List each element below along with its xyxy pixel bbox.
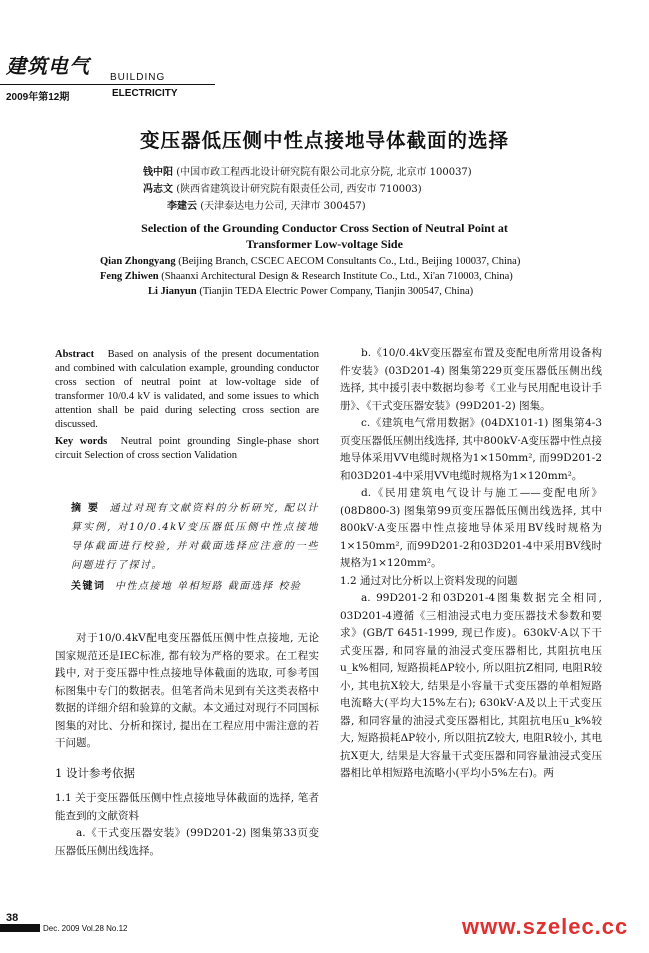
author-cn-3: 李建云 (天津泰达电力公司, 天津市 300457) bbox=[167, 201, 366, 212]
section-1-1-heading: 1.1 关于变压器低压侧中性点接地导体截面的选择, 笔者能查到的文献资料 bbox=[55, 792, 319, 822]
author-en-2: Feng Zhiwen (Shaanxi Architectural Design & Research Institute Co., Ltd., Xi'an 710003, China) bbox=[100, 271, 513, 282]
item-d: d.《民用建筑电气设计与施工——变配电所》(08D800-3) 图集第99页变压器低压侧出线选择, 其中800kV·A变压器中性点接地导体采用BV线时规格为1×150mm², 而99D201-2和03D201-4中采用BV线时规格为1×120mm²。 bbox=[340, 487, 602, 569]
item-b: b.《10/0.4kV变压器室布置及变配电所常用设备构件安装》(03D201-4) 图集第229页变压器低压侧出线选择, 其中援引表中数据均参考《工业与民用配电设计手册》、《干式变压器安装》(99D201-2) 图集。 bbox=[340, 347, 602, 412]
abstract-en: Abstract Based on analysis of the present documentation and combined with calculation example, grounding conductor cross section of neutral point at low-voltage side of transformer 10/0.4 kV is validated, and some issues to which attention shall be paid during selecting cross section are discussed. bbox=[55, 349, 319, 430]
paper-title-en-line2: Transformer Low-voltage Side bbox=[246, 237, 403, 251]
item-c: c.《建筑电气常用数据》(04DX101-1) 图集第4-3页变压器低压侧出线选择, 其中800kV·A变压器中性点接地导体采用VV电缆时规格为1×150mm², 而99D201-2和03D201-4中采用VV电缆时规格为1×120mm²。 bbox=[340, 417, 602, 482]
section-1-2-heading: 1.2 通过对比分析以上资料发现的问题 bbox=[340, 574, 518, 587]
item-a: a.《干式变压器安装》(99D201-2) 图集第33页变压器低压侧出线选择。 bbox=[55, 827, 319, 857]
journal-logo: 建筑电气 bbox=[6, 54, 90, 78]
paper-title-en-line1: Selection of the Grounding Conductor Cross Section of Neutral Point at bbox=[141, 221, 508, 235]
keywords-cn: 关键词 中性点接地 单相短路 截面选择 校验 bbox=[71, 581, 302, 592]
footer-bar bbox=[0, 924, 40, 932]
right-column bbox=[340, 345, 602, 783]
item-a2: a. 99D201-2和03D201-4图集数据完全相同, 03D201-4遵循《三相油浸式电力变压器技术参数和要求》(GB/T 6451-1999, 现已作废)。630kV·A以下干式变压器, 和同容量的油浸式变压器相比, 其阻抗电压u_k%相同, 短路损耗ΔP较小, 所以阻抗Z相同, 电阻R较小, 其电抗X较大, 结果是小容量干式变压器的单相短路电流略大(平均大15%左右); 630kV·A及以上干式变压器, 和同容量的油浸式变压器相比, 其阻抗电压u_k%较大, 短路损耗ΔP较小, 所以阻抗Z较大, 电阻R较小, 其电抗X更大, 结果是大容量干式变压器和同容量油浸式变压器相比单相短路电流略小(平均小5%左右)。两 bbox=[340, 592, 602, 779]
abstract-cn: 摘 要 通过对现有文献资料的分析研究, 配以计算实例, 对10/0.4kV变压器低压侧中性点接地导体截面进行校验, 并对截面选择应注意的一些问题进行了探讨。 bbox=[71, 503, 320, 571]
footer-date: Dec. 2009 Vol.28 No.12 bbox=[43, 924, 128, 933]
intro-paragraph: 对于10/0.4kV配电变压器低压侧中性点接地, 无论国家规范还是IEC标准, 都有较为严格的要求。在工程实践中, 对于变压器中性点接地导体截面的选取, 可参考国标图集中专门的数据表。但笔者尚未见到有关这类表格中数据的详细介绍和验算的文献。本文通过对现行不同国标图集的对比、分析和探讨, 提出在工程应用中需注意的若干问题。 bbox=[55, 632, 319, 749]
section-1-heading: 1 设计参考依据 bbox=[55, 765, 135, 780]
watermark: www.szelec.cc bbox=[462, 914, 629, 939]
journal-name-en: BUILDING bbox=[110, 72, 166, 83]
paper-title-cn: 变压器低压侧中性点接地导体截面的选择 bbox=[139, 129, 509, 152]
author-en-1: Qian Zhongyang (Beijing Branch, CSCEC AECOM Consultants Co., Ltd., Beijing 100037, China) bbox=[100, 256, 521, 267]
left-column bbox=[55, 348, 319, 860]
author-en-3: Li Jianyun (Tianjin TEDA Electric Power Company, Tianjin 300547, China) bbox=[148, 286, 474, 297]
header-rule bbox=[0, 84, 215, 85]
author-cn-1: 钱中阳 (中国市政工程西北设计研究院有限公司北京分院, 北京市 100037) bbox=[143, 167, 472, 178]
page-number: 38 bbox=[6, 912, 19, 924]
issue-label: 2009年第12期 bbox=[6, 92, 70, 103]
keywords-en: Key words Neutral point grounding Single-phase short circuit Selection of cross section Validation bbox=[55, 436, 319, 461]
author-cn-2: 冯志文 (陕西省建筑设计研究院有限责任公司, 西安市 710003) bbox=[143, 184, 422, 195]
journal-name-en2: ELECTRICITY bbox=[112, 88, 178, 99]
